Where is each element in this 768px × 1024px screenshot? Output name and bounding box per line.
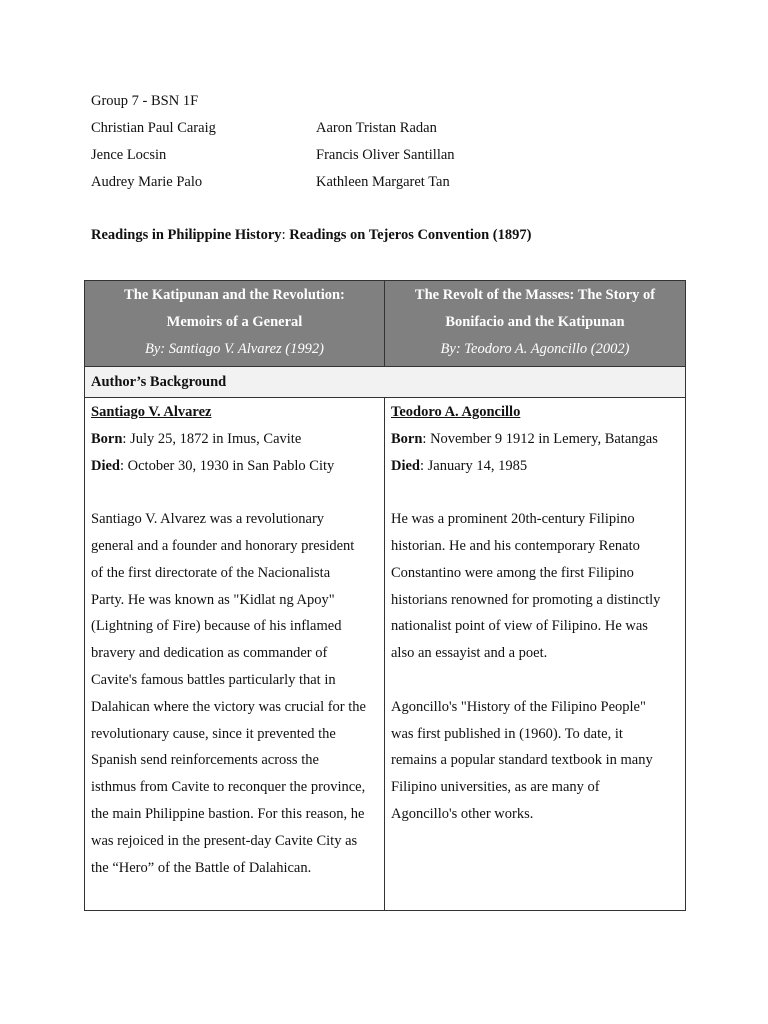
text-line: Spanish send reinforcements across the (91, 752, 319, 769)
text-line: historians renowned for promoting a distinctly (391, 591, 661, 608)
member-name: Aaron Tristan Radan (316, 120, 437, 136)
author-cell-right (385, 398, 686, 911)
member-name: Kathleen Margaret Tan (316, 174, 450, 190)
text-line: was rejoiced in the present-day Cavite City as (91, 832, 358, 849)
section-label: Author’s Background (85, 367, 686, 398)
died-line: Died: January 14, 1985 (391, 457, 528, 474)
text-line: general and a founder and honorary president (91, 537, 355, 554)
member-name: Jence Locsin (91, 147, 167, 163)
book-title-line: Bonifacio and the Katipunan (445, 313, 625, 330)
text-line: also an essayist and a poet. (391, 645, 548, 662)
text-line: Cavite's famous battles particularly that in (91, 671, 336, 688)
died-line: Died: October 30, 1930 in San Pablo City (91, 457, 335, 474)
member-name: Christian Paul Caraig (91, 120, 216, 136)
book-byline: By: Teodoro A. Agoncillo (2002) (440, 340, 630, 357)
book-byline: By: Santiago V. Alvarez (1992) (145, 340, 324, 357)
text-line: the “Hero” of the Battle of Dalahican. (91, 859, 312, 876)
author-cell-left (85, 398, 385, 911)
member-name: Francis Oliver Santillan (316, 147, 455, 163)
topic-title: Readings on Tejeros Convention (1897) (289, 227, 532, 243)
text-line: Dalahican where the victory was crucial for the (91, 698, 366, 715)
document-heading (91, 227, 531, 244)
text-line: Agoncillo's "History of the Filipino People" (391, 698, 646, 715)
text-line: remains a popular standard textbook in many (391, 752, 653, 769)
book-title-line: The Katipunan and the Revolution: (124, 287, 345, 303)
column-header (385, 281, 686, 367)
group-title: Group 7 - BSN 1F (91, 93, 199, 109)
book-title-line: Memoirs of a General (166, 313, 303, 330)
text-line: isthmus from Cavite to reconquer the province, (91, 779, 366, 796)
text-line: Party. He was known as "Kidlat ng Apoy" (91, 591, 335, 608)
member-name: Audrey Marie Palo (91, 174, 203, 190)
author-name: Santiago V. Alvarez (91, 404, 212, 420)
column-header (85, 281, 385, 367)
born-line: Born: November 9 1912 in Lemery, Batangas (391, 430, 658, 447)
text-line: Santiago V. Alvarez was a revolutionary (91, 511, 325, 528)
text-line: (Lightning of Fire) because of his inflamed (91, 618, 342, 635)
text-line: nationalist point of view of Filipino. He was (391, 618, 648, 635)
comparison-table (84, 280, 686, 911)
text-line: the main Philippine bastion. For this reason, he (91, 805, 365, 822)
text-line: was first published in (1960). To date, it (391, 725, 623, 742)
table-row (85, 398, 686, 911)
author-name: Teodoro A. Agoncillo (391, 404, 521, 420)
text-line: Agoncillo's other works. (391, 805, 534, 822)
text-line: of the first directorate of the Nacionalista (91, 564, 331, 581)
text-line: Constantino were among the first Filipino (391, 564, 634, 581)
heading-separator: : (281, 227, 290, 243)
text-line: He was a prominent 20th-century Filipino (391, 511, 635, 528)
section-row (85, 367, 686, 398)
course-title: Readings in Philippine History (91, 227, 282, 243)
text-line: revolutionary cause, since it prevented the (91, 725, 336, 742)
text-line: Filipino universities, as are many of (391, 779, 600, 796)
book-title-line: The Revolt of the Masses: The Story of (414, 287, 656, 303)
text-line: bravery and dedication as commander of (91, 645, 328, 662)
born-line: Born: July 25, 1872 in Imus, Cavite (91, 430, 302, 447)
table-header-row (85, 281, 686, 367)
text-line: historian. He and his contemporary Renato (391, 537, 640, 554)
